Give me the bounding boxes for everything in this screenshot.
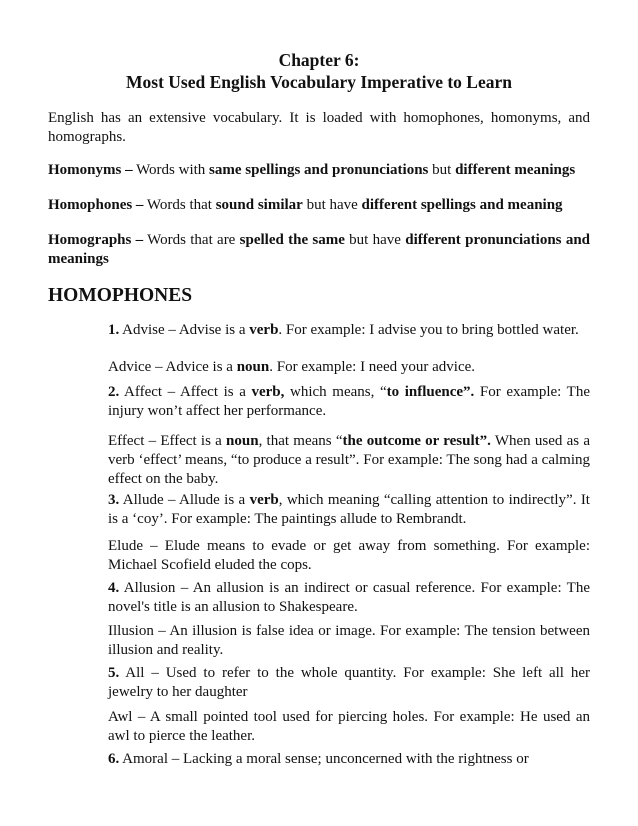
definition-bold: different spellings and meaning bbox=[361, 197, 563, 213]
entry-text: Advise – Advise is a bbox=[119, 322, 250, 338]
entry-text: Advice – Advice is a bbox=[108, 359, 237, 375]
section-heading: HOMOPHONES bbox=[48, 285, 193, 306]
entry-text: . For example: I need your advice. bbox=[269, 359, 476, 375]
entry-text: Allude – Allude is a bbox=[119, 492, 250, 508]
entry-text: Illusion – An illusion is false idea or image. For example: The tension between illusion and reality. bbox=[108, 623, 590, 658]
entry-text: Effect – Effect is a bbox=[108, 433, 227, 449]
entry-number: 1. bbox=[108, 322, 120, 338]
definition-bold: same spellings and pronunciations bbox=[209, 162, 429, 178]
chapter-number: Chapter 6: bbox=[278, 50, 360, 70]
definition-text: but bbox=[428, 162, 456, 178]
homophones-definition bbox=[48, 196, 590, 215]
definition-text: Words that are bbox=[143, 232, 240, 248]
definition-text: but have bbox=[302, 197, 362, 213]
entry-bold: verb bbox=[249, 322, 279, 338]
entry-text: Allusion – An allusion is an indirect or casual reference. For example: The novel's title is an allusion to Shakespeare. bbox=[108, 580, 590, 615]
entry-text: Amoral – Lacking a moral sense; unconcerned with the rightness or bbox=[119, 751, 529, 767]
entry-bold: noun bbox=[226, 433, 259, 449]
entry-text: , that means “ bbox=[258, 433, 343, 449]
entry-illusion bbox=[108, 622, 590, 660]
definition-text: but have bbox=[344, 232, 406, 248]
homographs-definition bbox=[48, 231, 590, 269]
entry-text: When used as a verb ‘effect’ means, “to produce a result”. For example: The song had a calming effect on the baby. bbox=[108, 433, 590, 487]
entry-number: 2. bbox=[108, 384, 120, 400]
entry-text: Awl – A small pointed tool used for piercing holes. For example: He used an awl to pierce the leather. bbox=[108, 709, 590, 744]
definition-bold: sound similar bbox=[215, 197, 303, 213]
chapter-title: Most Used English Vocabulary Imperative to Learn bbox=[126, 72, 512, 92]
definition-bold: different meanings bbox=[455, 162, 576, 178]
definition-term: Homographs – bbox=[48, 232, 144, 248]
entry-text: Elude – Elude means to evade or get away from something. For example: Michael Scofield eluded the cops. bbox=[108, 538, 590, 573]
entry-amoral bbox=[108, 750, 590, 769]
entry-text: , which meaning “calling attention to indirectly”. It is a ‘coy’. For example: The paintings allude to Rembrandt. bbox=[108, 492, 590, 527]
entry-bold: verb bbox=[249, 492, 279, 508]
definition-bold: spelled the same bbox=[239, 232, 345, 248]
homonyms-definition bbox=[48, 161, 590, 180]
entry-number: 4. bbox=[108, 580, 120, 596]
entry-effect bbox=[108, 432, 590, 489]
entry-text: . For example: I advise you to bring bottled water. bbox=[278, 322, 579, 338]
entry-number: 6. bbox=[108, 751, 120, 767]
entry-affect bbox=[108, 383, 590, 421]
entry-awl bbox=[108, 708, 590, 746]
entry-advise bbox=[108, 321, 590, 340]
intro-paragraph: English has an extensive vocabulary. It is loaded with homophones, homonyms, and homographs. bbox=[48, 110, 590, 145]
entry-all bbox=[108, 664, 590, 702]
entry-text: which means, “ bbox=[284, 384, 387, 400]
definition-bold: different pronunciations and meanings bbox=[48, 232, 590, 267]
entry-bold: verb, bbox=[251, 384, 285, 400]
entry-number: 3. bbox=[108, 492, 120, 508]
definition-term: Homonyms – bbox=[48, 162, 133, 178]
entry-elude bbox=[108, 537, 590, 575]
entry-allude bbox=[108, 491, 590, 529]
entry-allusion bbox=[108, 579, 590, 617]
entry-bold: noun bbox=[236, 359, 270, 375]
definition-text: Words that bbox=[143, 197, 216, 213]
entry-bold: to influence”. bbox=[386, 384, 475, 400]
entry-text: For example: The injury won’t affect her performance. bbox=[108, 384, 590, 419]
entry-number: 5. bbox=[108, 665, 120, 681]
definition-term: Homophones – bbox=[48, 197, 144, 213]
entry-advice bbox=[108, 358, 590, 377]
definition-text: Words with bbox=[132, 162, 210, 178]
entry-bold: the outcome or result”. bbox=[342, 433, 491, 449]
entry-text: All – Used to refer to the whole quantity. For example: She left all her jewelry to her daughter bbox=[108, 665, 590, 700]
entry-text: Affect – Affect is a bbox=[119, 384, 252, 400]
